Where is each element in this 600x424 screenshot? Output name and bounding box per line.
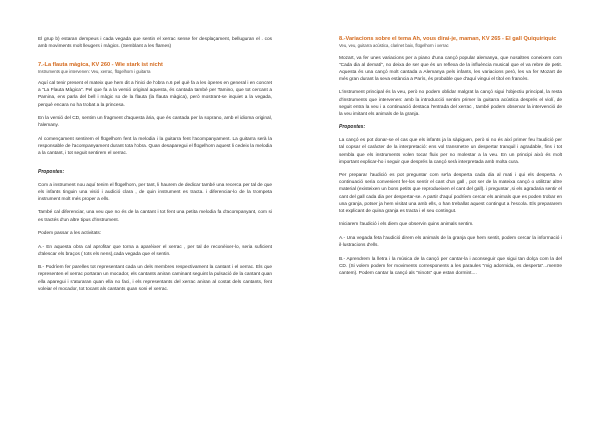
body-paragraph: Aquí cal tenir present el mateix que hem dit a l'inici de l'obra n.6 pel què fa a les òperes en general i en concret a "La Flauta Màgica". Pel que fa a la versió original aquesta, és cantada també per Tamino, que tot cercant a Pamina, ens parla del bell i màgic so de la flauta (la flauta màgica), però mostrant-se inquiet a la vegada, perquè encara no ha trobat a la princesa. [38, 81, 272, 108]
section-title: 7.-La flauta màgica, KV 260 - Wie stark ist nicht [38, 61, 163, 68]
proposal-paragraph: Com a instrument nou aquí tenim el flügelhorn, per tant, li haurem de dedicar també una recerca per tal de que els infants tinguin una visió i audició clara , de quin instrument es tracta. i diferenciar-lo de la trompeta instrument molt més proper a ells. [38, 182, 272, 202]
proposal-paragraph: B.- Aprendrem la lletra i la música de la cançó per cantar-la i aconseguir que sigui tan dolça com la del CD. (Si volem podem fer moviments corresponents a les paraules "mig adormida, es desperta"...mentre cantem). Podem cantar la cançó als "ninots" que estan dormint.... [339, 256, 562, 276]
intro-paragraph: El grup b) estaran dempeus i cada vegada que sentin el xerrac sense fer desplaçament, belluguran el . cos amb moviments molt lleugers i màgics. (Semblant a les flames) [38, 37, 272, 50]
proposal-paragraph: Iniciarem l'audició i els diem que observin quins animals sentim. [339, 222, 474, 228]
body-paragraph: Al començament sentirem el flügelhorn fent la melodia i la guitarra fent l'acompanyament. La guitarra serà la responsable de l'acompanyament durant tota l'obra. Quan desaparegui el flügelhorn aquest li cedeix la melodia a la cantant, i tot seguit sentirem el xerrac. [38, 136, 272, 157]
body-paragraph: En la versió del CD, sentim un fragment d'aquesta ària, que és cantada per la soprano, amb el idioma original, l'alemany. [38, 116, 272, 129]
proposal-paragraph: B.- Podríem fer parelles tot representant cada un dels membres respectivament la cantant i el xerrac. Els que representen el xerrac portaran un mocador, els cantants aniran caminant seguint la pulsació de la cantant quan ella aparegui i s'aturaran quan ella no faci, i els representants del xerrac aniran al costat dels cantants, fent voleiar el mocador, tot tocant als cantants quan soni el xerrac. [38, 265, 272, 292]
proposal-paragraph: Podem passar a les activitats: [38, 231, 102, 237]
body-paragraph: Mozart, va fer unes variacions per a piano d'una cançó popular alemanya, que nosaltres coneixem com "Cada dia al dematí", no deixa de ser que és un reflexa de la influència musical que el va rebre de petit. Aquesta és una cançó molt cantada a Alemanya pels infants, les variacions però, les va fer Mozart de més gran durant la seva estància a París, és probable que d'aquí vingui el títol en francès. [339, 55, 562, 82]
proposal-paragraph: Per preparar l'audició es pot preguntar com se'la desperta cada dia al mati i qui els desperta. A continuació seria convenient fer-los sentir el cant d'un gall , pot ser de la mateixa cançó o utilitzar altre material (existeixen un bons petits que reprodueixen el cant del gall). i preguntar ,si els agradaria sentir el cant del gall cada dia per despertar-se. A partir d'aquí podríem cercar els animals que es poden trobar en una granja, potser ja hem visitat una amb ells, o han treballat aquest contingut a l'escola. Els prepararem tot explicant de quina granja es tracta i el seu contingut. [339, 173, 562, 214]
right-page [300, 0, 600, 424]
proposal-paragraph: La cançó es pot donar-se el cas que els infants ja la sàpiguen, però si no és així primer feu l'audició per tal copsar el caràcter de la interpretació: ens vol transmetre un despertar tranquil i agradable, fins i tot sembla que els instruments volen tocar fluix per no molestar a la veu. En un principi això és molt important explicar-ho i seguir que després la cançó serà interpretada amb molta cura. [339, 138, 562, 165]
proposal-paragraph: A.- En aquesta obra cal aprofitar que torna a aparèixer el xerrac , per tal de reconèixer-lo, seria suficient d'alescar els braços ( tots els nens),cada vegada que el sentin. [38, 244, 272, 257]
section-subtitle: Instruments que intervenen: Veu, xerrac, flügelhorn i guitarra [38, 68, 151, 74]
body-paragraph: L'instrument principal és la veu, però no podem oblidar malgrat la cançó sigui l'objectiu principal, la resta d'instruments que intervenen: amb la introducció sentim primer la guitarra acústica després el violí, de seguit entra la veu i a continuació destaca l'entrada del xerrac , també podem observar la intervenció de la veu imitant els animals de la granja. [339, 90, 562, 117]
proposals-heading: Propostes: [339, 124, 366, 131]
proposal-paragraph: També cal diferenciar, una veu que no és de la cantant i tot fent una petita melodia fa d'acompanyant, com si es tractés d'un altre tipus d'instrument. [38, 210, 272, 223]
proposal-paragraph: A.- Una vegada feta l'audició direm els animals de la granja que hem sentit, podem cercar la informació i il·lustracions d'ells. [339, 235, 562, 248]
section-subtitle: Veu, veu, guitarra acústica, clarinet baix, flügelhorn i xerrac [339, 43, 449, 48]
proposals-heading: Propostes: [38, 168, 65, 175]
section-title: 8.-Variacions sobre el tema Ah, vous dirai-je, maman, KV 265 - El gall Quiquiriquic [339, 36, 557, 42]
